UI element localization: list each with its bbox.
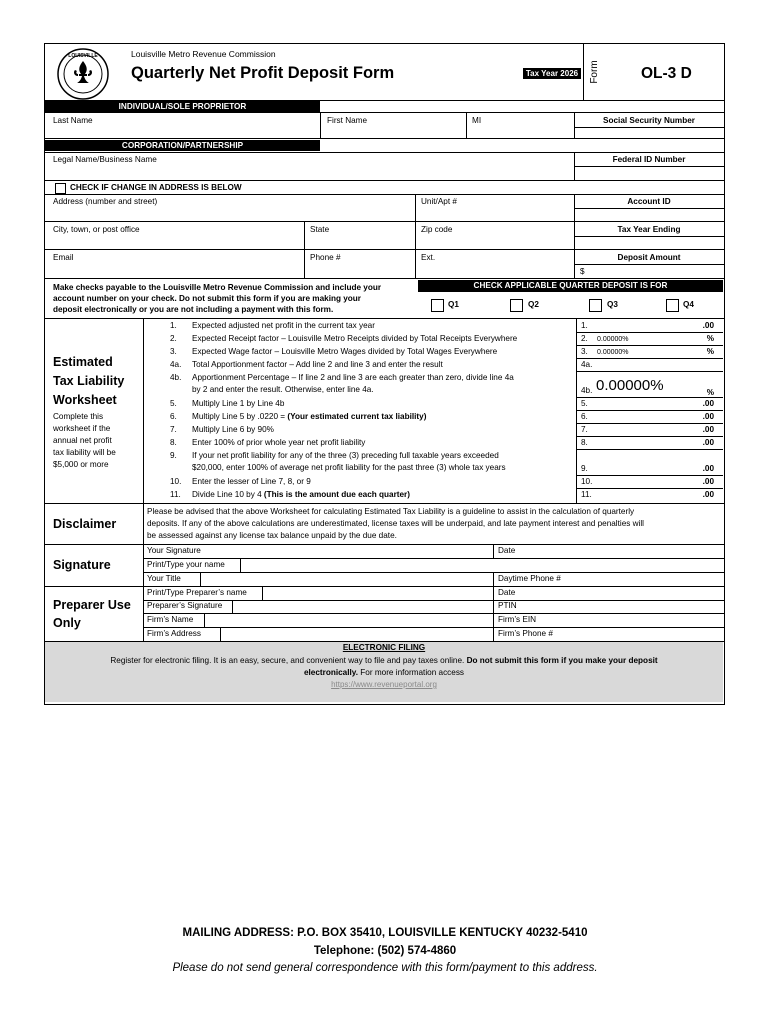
mailing-address: MAILING ADDRESS: P.O. BOX 35410, LOUISVILLE KENTUCKY 40232-5410 <box>182 927 588 939</box>
disclaimer-line-1: Please be advised that the above Worksheet for calculating Estimated Tax Liability is a guideline to assist in the calculation of quarterly <box>147 507 635 516</box>
ext-field[interactable] <box>416 264 573 277</box>
line-ref: 2. <box>581 334 588 343</box>
efiling-text-2a: electronically. <box>303 668 358 677</box>
line-ref: 5. <box>581 399 588 408</box>
q4-checkbox[interactable] <box>666 299 679 312</box>
line-text-bold: (Your estimated current tax liability) <box>287 412 427 421</box>
line-text-main: Multiply Line 5 by .0220 = <box>192 412 288 421</box>
line-number: 11. <box>170 490 181 499</box>
line-percent: 0.00000% <box>597 336 629 343</box>
legal-name-field[interactable] <box>45 166 573 179</box>
worksheet-note-3: annual net profit <box>53 436 112 445</box>
line-amount-field[interactable] <box>599 359 719 371</box>
q1-label: Q1 <box>448 300 459 309</box>
telephone: Telephone: (502) 574-4860 <box>313 945 457 957</box>
line-ref: 8. <box>581 438 588 447</box>
worksheet-title-2: Tax Liability <box>53 374 125 388</box>
line-text-main: Expected adjusted net profit in the current tax year <box>192 321 375 330</box>
line-text <box>192 321 375 331</box>
line-amount: .00 <box>702 321 714 330</box>
line-text <box>192 451 499 461</box>
worksheet-note-1: Complete this <box>53 412 104 421</box>
street-field[interactable] <box>45 208 414 220</box>
line-ref: 4b. <box>581 386 593 395</box>
preparer-signature-field[interactable] <box>234 601 492 612</box>
unit-label: Unit/Apt # <box>421 197 457 206</box>
line-number: 6. <box>170 412 177 421</box>
line-amount: .00 <box>702 490 714 499</box>
payment-note-2: account number on your check. Do not submit this form if you are making your <box>53 294 361 303</box>
line-text-main: Expected Wage factor – Louisville Metro Wages divided by Total Wages Everywhere <box>192 347 498 356</box>
address-change-checkbox[interactable] <box>55 183 66 194</box>
worksheet-line <box>144 372 723 398</box>
line-text <box>192 347 497 357</box>
efiling-line-2 <box>45 668 723 678</box>
address-change-label: CHECK IF CHANGE IN ADDRESS IS BELOW <box>70 183 242 192</box>
line-text-main: If your net profit liability for any of the three (3) preceding full taxable years exceeded <box>192 451 499 460</box>
svg-text:LOUISVILLE: LOUISVILLE <box>68 53 98 59</box>
print-name-label: Print/Type your name <box>147 560 225 569</box>
line-ref: 6. <box>581 412 588 421</box>
quarter-bar: CHECK APPLICABLE QUARTER DEPOSIT IS FOR <box>418 280 723 292</box>
line-ref: 1. <box>581 321 588 330</box>
your-signature-field[interactable] <box>212 545 492 557</box>
your-title-field[interactable] <box>202 573 492 585</box>
firm-name-field[interactable] <box>206 614 492 626</box>
form-code: OL-3 D <box>641 65 692 82</box>
ssn-label: Social Security Number <box>603 116 695 125</box>
unit-field[interactable] <box>416 208 573 220</box>
line-text-main: Multiply Line 1 by Line 4b <box>192 399 285 408</box>
fein-field[interactable] <box>575 167 723 179</box>
fein-label: Federal ID Number <box>612 155 686 164</box>
account-id-label: Account ID <box>627 197 671 206</box>
preparer-label-1: Preparer Use <box>53 598 131 612</box>
phone-field[interactable] <box>305 264 414 277</box>
firm-phone-label: Firm’s Phone # <box>498 629 553 638</box>
line-text <box>192 412 426 422</box>
worksheet-title-1: Estimated <box>53 355 113 369</box>
firm-address-field[interactable] <box>222 628 492 640</box>
efiling-text-1a: Register for electronic filing. It is an easy, secure, and convenient way to file and pay taxes online. <box>110 656 467 665</box>
correspondence-note: Please do not send general correspondence with this form/payment to this address. <box>172 962 598 974</box>
disclaimer-line-2: deposits. If any of the above calculations are underestimated, license taxes will be underpaid, and late payment interest and penalties will <box>147 519 645 528</box>
q2-checkbox[interactable] <box>510 299 523 312</box>
sig-date-label: Date <box>498 546 516 555</box>
line-percent: 0.00000% <box>596 377 664 394</box>
worksheet-note-5: $5,000 or more <box>53 460 109 469</box>
line-ref: 10. <box>581 477 593 486</box>
line-amount: % <box>706 347 714 356</box>
line-amount: % <box>706 388 714 397</box>
form-word: Form <box>589 60 600 84</box>
preparer-signature-label: Preparer’s Signature <box>147 601 223 610</box>
your-signature-label: Your Signature <box>147 546 201 555</box>
metro-seal <box>57 48 109 100</box>
efiling-line-1 <box>45 656 723 666</box>
firm-ein-label: Firm’s EIN <box>498 615 537 624</box>
ssn-field[interactable] <box>575 128 723 138</box>
line-text <box>192 399 284 409</box>
mi-field[interactable] <box>467 127 573 137</box>
tax-year-badge: Tax Year 2026 <box>523 68 581 79</box>
line-text <box>192 360 443 370</box>
daytime-phone-label: Daytime Phone # <box>498 574 561 583</box>
line-amount: .00 <box>702 438 714 447</box>
ptin-field[interactable] <box>520 601 722 612</box>
preparer-date-label: Date <box>498 588 516 597</box>
line-text <box>192 334 517 344</box>
firm-address-label: Firm’s Address <box>147 629 201 638</box>
line-text <box>192 490 410 500</box>
tax-year-ending-field[interactable] <box>575 237 723 248</box>
preparer-date-field[interactable] <box>525 587 722 599</box>
preparer-name-label: Print/Type Preparer’s name <box>147 588 247 597</box>
line-amount: .00 <box>702 464 714 473</box>
your-title-label: Your Title <box>147 574 181 583</box>
line-amount: .00 <box>702 412 714 421</box>
line-amount: .00 <box>702 425 714 434</box>
worksheet-note-4: tax liability will be <box>53 448 116 457</box>
line-number: 8. <box>170 438 177 447</box>
account-id-field[interactable] <box>575 209 723 220</box>
line-number: 4b. <box>170 373 182 382</box>
line-text <box>192 438 365 448</box>
firm-phone-field[interactable] <box>563 628 722 640</box>
tax-year-ending-label: Tax Year Ending <box>617 225 681 234</box>
line-number: 5. <box>170 399 177 408</box>
worksheet-title-3: Worksheet <box>53 393 117 407</box>
city-field[interactable] <box>45 236 303 248</box>
legal-name-label: Legal Name/Business Name <box>53 155 157 164</box>
payment-note-3: deposit electronically or you are not including a payment with this form. <box>53 305 334 314</box>
line-text-main: Total Apportionment factor – Add line 2 and line 3 and enter the result <box>192 360 443 369</box>
last-name-field[interactable] <box>45 127 319 137</box>
payment-note-1: Make checks payable to the Louisville Metro Revenue Commission and include your <box>53 283 382 292</box>
efiling-url-link[interactable]: https://www.revenueportal.org <box>331 680 437 689</box>
zip-label: Zip code <box>421 225 453 234</box>
efiling-text-1b: Do not submit this form if you make your deposit <box>466 656 658 665</box>
line-text-continued: by 2 and enter the result. Otherwise, enter line 4a. <box>192 385 374 394</box>
line-text-bold: (This is the amount due each quarter) <box>263 490 410 499</box>
q3-label: Q3 <box>607 300 618 309</box>
dollar-sign: $ <box>580 267 585 276</box>
line-number: 2. <box>170 334 177 343</box>
signature-label: Signature <box>53 558 111 572</box>
line-percent: 0.00000% <box>597 349 629 356</box>
firm-name-label: Firm’s Name <box>147 615 194 624</box>
daytime-phone-field[interactable] <box>572 573 722 585</box>
line-text-main: Expected Receipt factor – Louisville Metro Receipts divided by Total Receipts Everywhere <box>192 334 518 343</box>
sig-date-field[interactable] <box>525 545 722 557</box>
line-ref: 9. <box>581 464 588 473</box>
state-field[interactable] <box>305 236 414 248</box>
state-label: State <box>310 225 330 234</box>
corporation-bar: CORPORATION/PARTNERSHIP <box>45 140 320 151</box>
line-amount: .00 <box>702 399 714 408</box>
seal-graphic <box>57 48 109 100</box>
ptin-label: PTIN <box>498 601 517 610</box>
print-name-field[interactable] <box>242 559 722 571</box>
first-name-label: First Name <box>327 116 368 125</box>
line-ref: 3. <box>581 347 588 356</box>
line-text <box>192 425 274 435</box>
deposit-amount-field[interactable] <box>590 265 723 277</box>
preparer-name-field[interactable] <box>264 587 492 599</box>
agency-name: Louisville Metro Revenue Commission <box>131 49 276 59</box>
q1-checkbox[interactable] <box>431 299 444 312</box>
worksheet-line <box>144 489 723 502</box>
line-number: 10. <box>170 477 182 486</box>
preparer-label-2: Only <box>53 616 81 630</box>
mi-label: MI <box>472 116 482 125</box>
efiling-text-2b: For more information access <box>357 668 465 677</box>
city-label: City, town, or post office <box>53 225 140 234</box>
line-text <box>192 373 514 383</box>
efiling-title: ELECTRONIC FILING <box>342 643 426 652</box>
line-ref: 11. <box>581 490 592 499</box>
line-text-main: Enter the lesser of Line 7, 8, or 9 <box>192 477 311 486</box>
q3-checkbox[interactable] <box>589 299 602 312</box>
line-text-continued: $20,000, enter 100% of average net profit liability for the past three (3) whole tax years <box>192 463 506 472</box>
firm-ein-field[interactable] <box>542 614 722 626</box>
worksheet-note-2: worksheet if the <box>53 424 111 433</box>
line-number: 7. <box>170 425 177 434</box>
line-text-main: Enter 100% of prior whole year net profit liability <box>192 438 366 447</box>
email-label: Email <box>53 253 74 262</box>
q2-label: Q2 <box>528 300 539 309</box>
line-text <box>192 477 311 487</box>
first-name-field[interactable] <box>321 127 465 137</box>
line-amount: .00 <box>702 477 714 486</box>
worksheet-line <box>144 450 723 476</box>
disclaimer-line-3: be assessed against any license tax balance unpaid by the due date. <box>147 531 397 540</box>
q4-label: Q4 <box>683 300 694 309</box>
individual-bar: INDIVIDUAL/SOLE PROPRIETOR <box>45 101 320 112</box>
form-title: Quarterly Net Profit Deposit Form <box>131 64 395 82</box>
ext-label: Ext. <box>421 253 436 262</box>
line-text-main: Divide Line 10 by 4 <box>192 490 264 499</box>
street-label: Address (number and street) <box>53 197 158 206</box>
line-number: 1. <box>170 321 177 330</box>
line-number: 3. <box>170 347 177 356</box>
line-ref: 7. <box>581 425 588 434</box>
deposit-amount-label: Deposit Amount <box>617 253 681 262</box>
line-text-main: Apportionment Percentage – If line 2 and line 3 are each greater than zero, divide line 4a <box>192 373 514 382</box>
line-number: 4a. <box>170 360 182 369</box>
phone-label: Phone # <box>310 253 341 262</box>
line-ref: 4a. <box>581 360 593 369</box>
line-text-main: Multiply Line 6 by 90% <box>192 425 274 434</box>
zip-field[interactable] <box>416 236 573 248</box>
email-field[interactable] <box>45 264 303 277</box>
disclaimer-label: Disclaimer <box>53 517 117 531</box>
line-amount: % <box>706 334 714 343</box>
line-number: 9. <box>170 451 177 460</box>
last-name-label: Last Name <box>53 116 93 125</box>
